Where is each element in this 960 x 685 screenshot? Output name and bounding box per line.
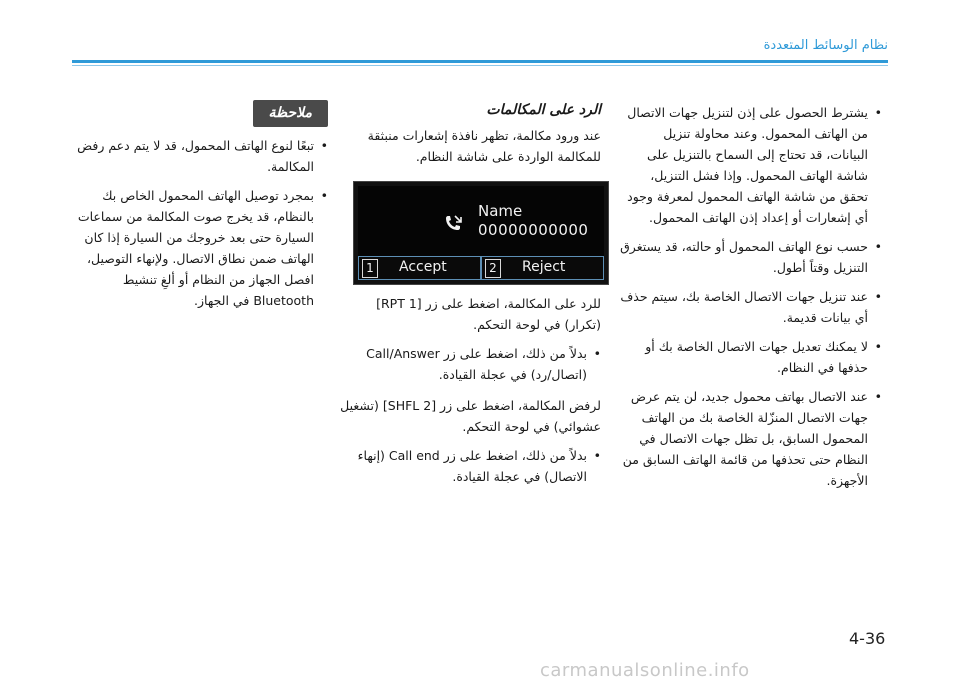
section-heading: الرد على المكالمات xyxy=(486,102,601,118)
incoming-call-icon xyxy=(443,215,463,233)
reject-button[interactable] xyxy=(481,256,604,280)
header-title: نظام الوسائط المتعددة xyxy=(763,38,888,53)
list-item: • يشترط الحصول على إذن لتنزيل جهات الاتصال من الهاتف المحمول. وعند محاولة تنزيل البيانات، قد تحتاج إلى السماح بالتنزيل على شاشة الهاتف المحمول. وإذا فشل التنزيل، تحقق من شاشة الهاتف المحمول لمعرفة وجود أي إشعارات أو إعداد إذن الهاتف المحمول. xyxy=(627,105,882,225)
list-item: • لا يمكنك تعديل جهات الاتصال الخاصة بك أو حذفها في النظام. xyxy=(645,339,882,375)
header-rule xyxy=(72,60,888,63)
list-item: • بدلاً من ذلك، اضغط على زر Call end (إنهاء الاتصال) في عجلة القيادة. xyxy=(357,448,601,484)
caller-name: Name xyxy=(478,202,523,220)
middle-column xyxy=(336,100,601,175)
watermark: carmanualsonline.info xyxy=(540,660,750,681)
accept-button[interactable] xyxy=(358,256,481,280)
list-item: • بدلاً من ذلك، اضغط على زر Call/Answer (اتصال/رد) في عجلة القيادة. xyxy=(366,346,601,382)
list-item: • بمجرد توصيل الهاتف المحمول الخاص بك بالنظام، قد يخرج صوت المكالمة من سماعات السيارة حتى بعد خروجك من السيارة إذا كان الهاتف ضمن نطاق الاتصال. ولإنهاء التوصيل، افصل الجهاز من النظام أو ألغِ تنشيط Bluetooth في الجهاز. xyxy=(77,188,328,308)
list-item: • تبعًا لنوع الهاتف المحمول، قد لا يتم دعم رفض المكالمة. xyxy=(77,138,328,174)
middle-column-bottom xyxy=(336,293,601,493)
reject-paragraph: لرفض المكالمة، اضغط على زر [SHFL 2] (تشغيل عشوائي) في لوحة التحكم. xyxy=(340,398,601,434)
list-item: • عند تنزيل جهات الاتصال الخاصة بك، سيتم حذف أي بيانات قديمة. xyxy=(620,289,882,325)
accept-key-number: 1 xyxy=(362,259,378,278)
answer-paragraph: للرد على المكالمة، اضغط على زر [RPT 1] (تكرار) في لوحة التحكم. xyxy=(376,296,601,332)
header-rule-thin xyxy=(72,65,888,66)
list-item: • حسب نوع الهاتف المحمول أو حالته، قد يستغرق التنزيل وقتاً أطول. xyxy=(620,239,882,275)
left-column xyxy=(72,100,328,319)
page-number: 4-36 xyxy=(849,629,886,648)
incoming-call-screen xyxy=(353,181,609,285)
list-item: • عند الاتصال بهاتف محمول جديد، لن يتم عرض جهات الاتصال المنزّلة الخاصة بك من الهاتف المحمول السابق، بل تظل جهات الاتصال في النظام حتى تحذفها من قائمة الهاتف السابق من الأجهزة. xyxy=(622,389,882,488)
caller-number: 00000000000 xyxy=(478,221,589,239)
reject-key-number: 2 xyxy=(485,259,501,278)
reject-label: Reject xyxy=(522,259,566,275)
right-column xyxy=(620,102,882,499)
intro-paragraph: عند ورود مكالمة، تظهر نافذة إشعارات منبثقة للمكالمة الواردة على شاشة النظام. xyxy=(367,128,601,164)
accept-label: Accept xyxy=(399,259,447,275)
note-heading: ملاحظة xyxy=(253,100,329,127)
